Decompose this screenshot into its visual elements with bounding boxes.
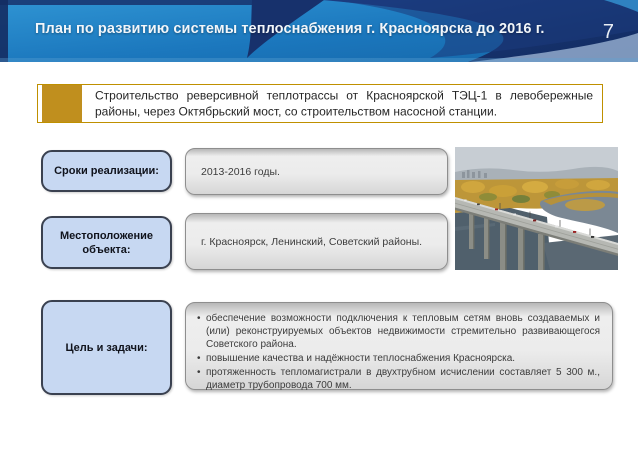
- label-object-location: Местоположение объекта:: [41, 216, 172, 269]
- objective-text: Строительство реверсивной теплотрассы от Красноярской ТЭЦ-1 в левобережные районы, через Октябрьский мост, со строительством насосной станции.: [95, 88, 593, 119]
- page-number: 7: [602, 21, 614, 43]
- gold-accent-block: [42, 85, 82, 122]
- goal-bullet-item: • протяженность тепломагистрали в двухтрубном исчислении составляет 5 300 м., диаметр трубопровода 700 мм.: [195, 366, 600, 392]
- slide-header: [0, 0, 638, 62]
- value-goals-tasks: [185, 302, 613, 390]
- goal-bullet-item: • обеспечение возможности подключения к тепловым сетям вновь создаваемых и (или) реконструируемых объектов недвижимости стремительно развивающегося Советского района.: [195, 312, 600, 351]
- implementation-period-text: 2013-2016 годы.: [201, 165, 280, 178]
- value-implementation-period: [185, 148, 448, 195]
- object-location-text: г. Красноярск, Ленинский, Советский районы.: [201, 235, 423, 248]
- bridge-photo: [455, 147, 618, 270]
- objective-box: [37, 84, 603, 123]
- value-object-location: [185, 213, 448, 270]
- slide-title: План по развитию системы теплоснабжения г. Красноярска до 2016 г.: [35, 21, 545, 37]
- goal-bullet-item: • повышение качества и надёжности теплоснабжения Красноярска.: [195, 352, 600, 365]
- label-implementation-period: Сроки реализации:: [41, 150, 172, 192]
- goals-bullet-list: [195, 312, 600, 392]
- label-goals-tasks: Цель и задачи:: [41, 300, 172, 395]
